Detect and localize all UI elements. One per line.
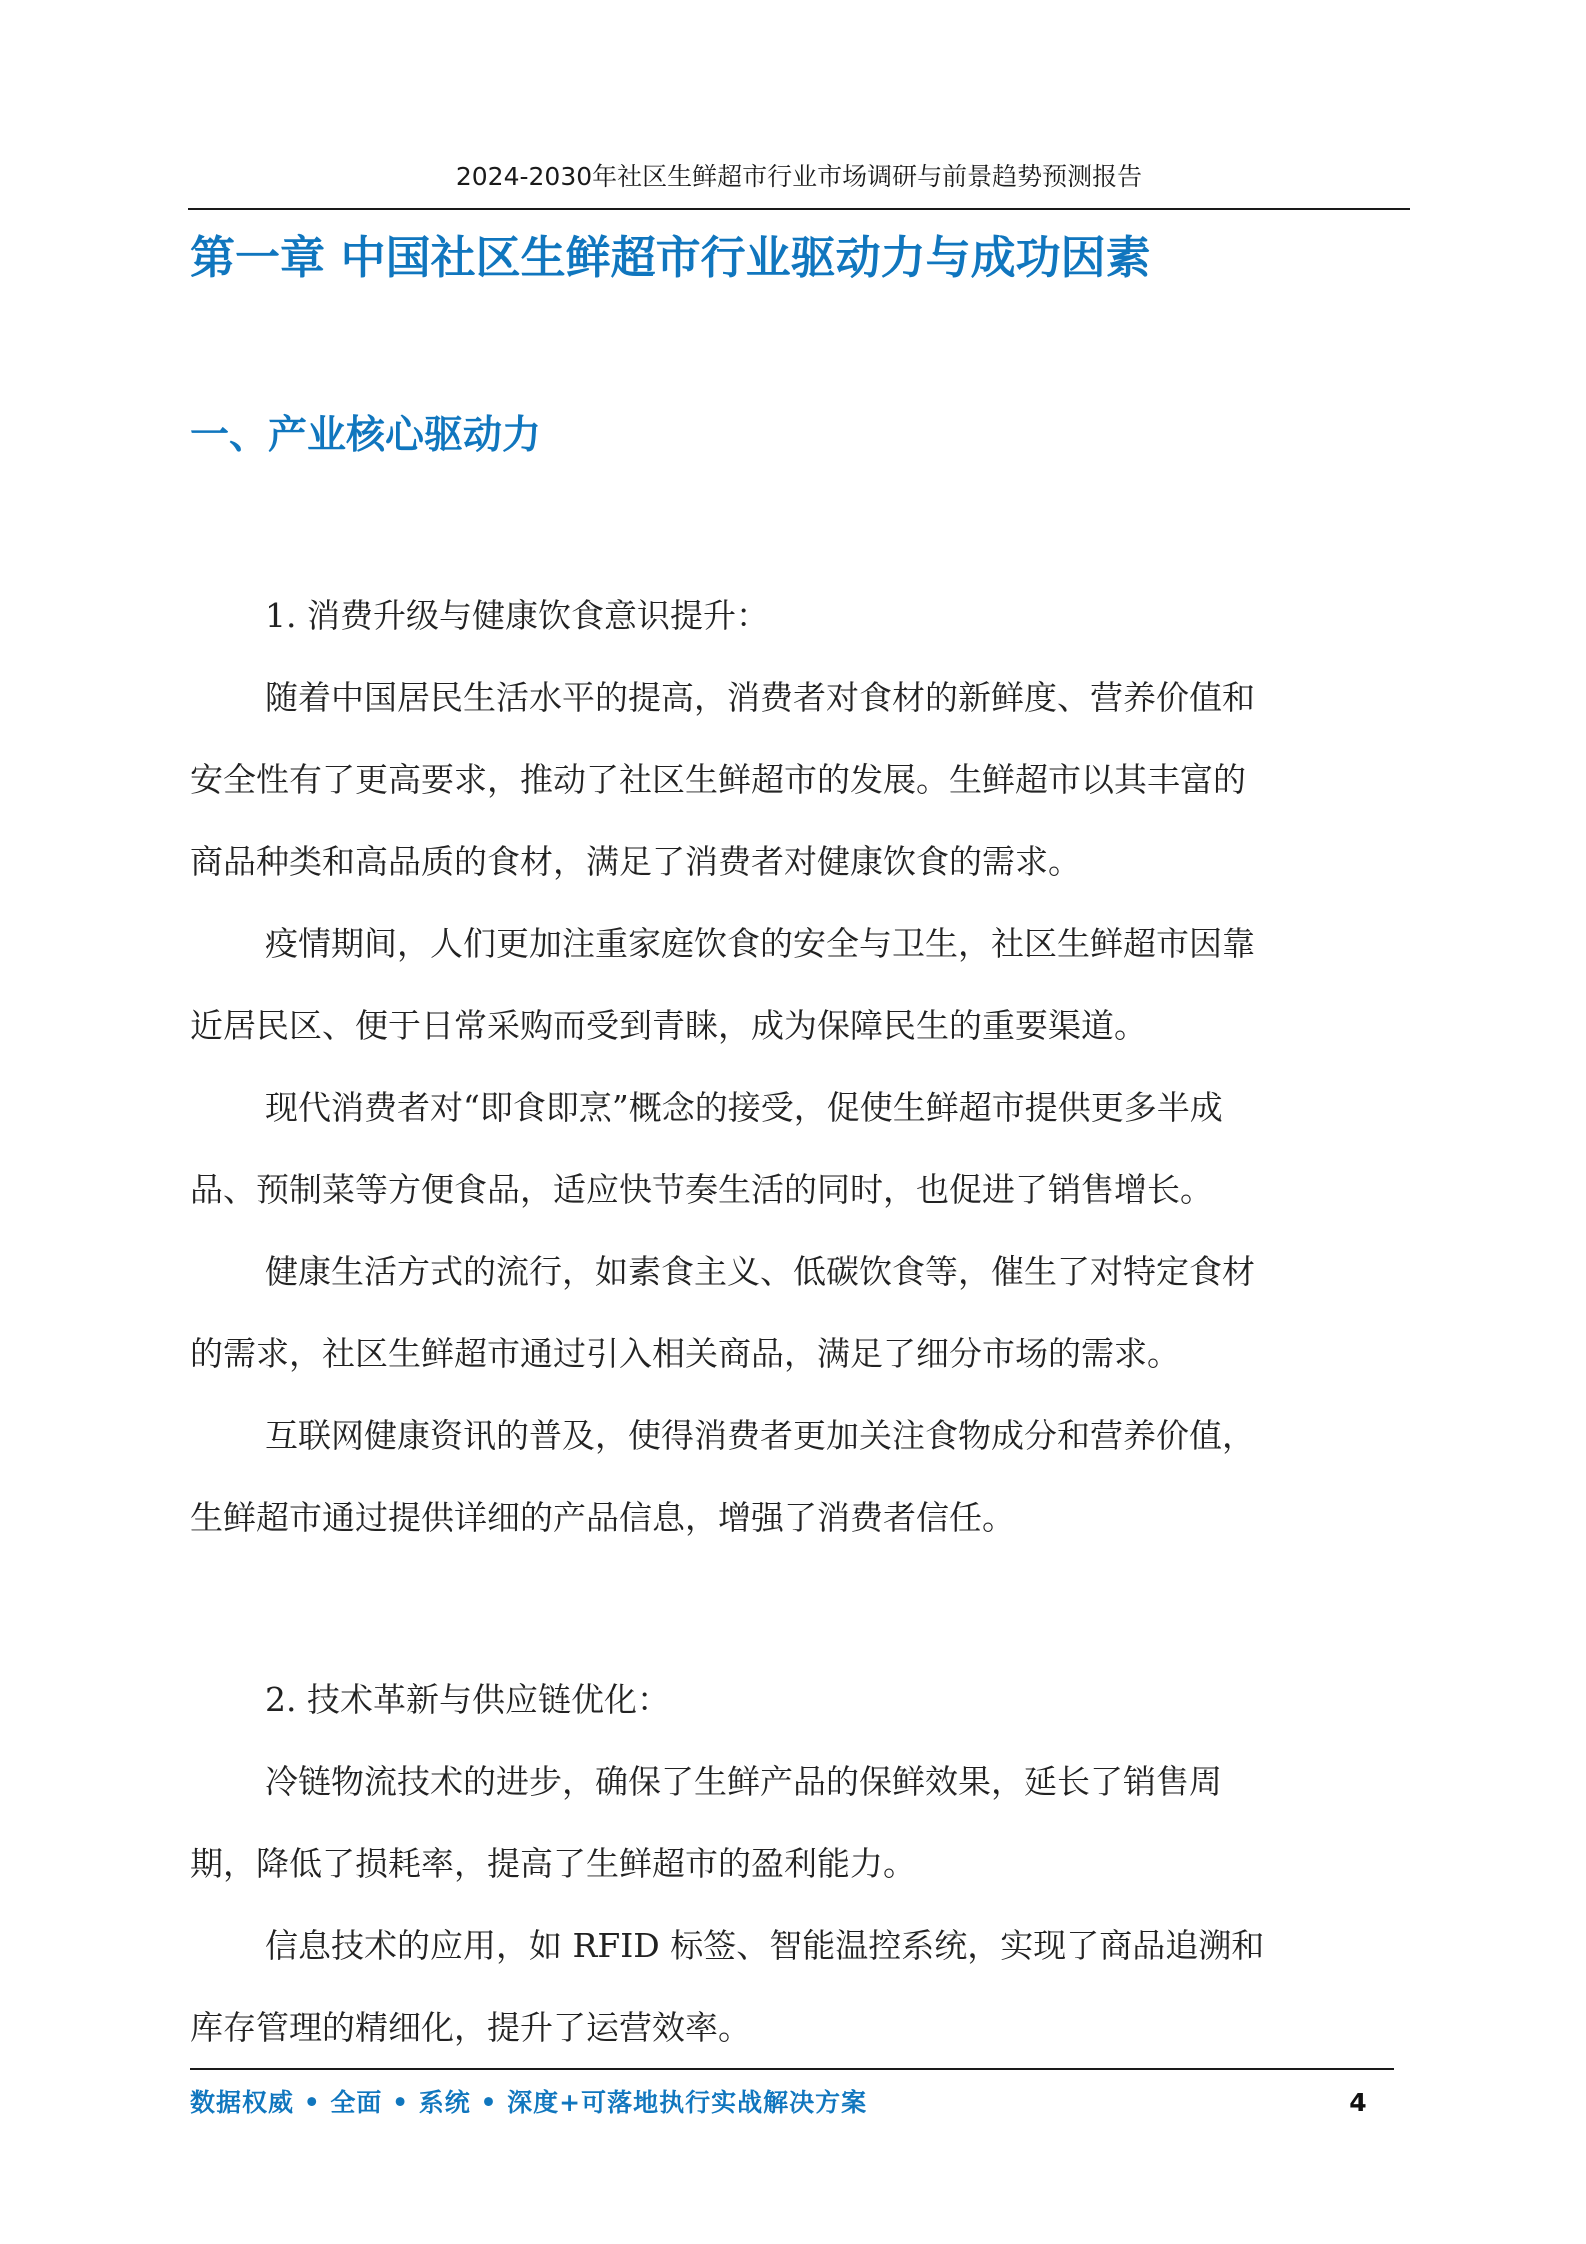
paragraph-line: 互联网健康资讯的普及，使得消费者更加关注食物成分和营养价值， xyxy=(265,1416,1255,1455)
paragraph-line: 库存管理的精细化，提升了运营效率。 xyxy=(190,2008,751,2047)
footer-rule xyxy=(190,2068,1394,2070)
paragraph-line: 健康生活方式的流行，如素食主义、低碳饮食等，催生了对特定食材 xyxy=(265,1252,1255,1291)
chapter-title: 第一章 中国社区生鲜超市行业驱动力与成功因素 xyxy=(190,231,1151,284)
paragraph-line: 品、预制菜等方便食品，适应快节奏生活的同时，也促进了销售增长。 xyxy=(190,1170,1213,1209)
paragraph-line: 现代消费者对“即食即烹”概念的接受，促使生鲜超市提供更多半成 xyxy=(265,1088,1223,1127)
paragraph-line: 期，降低了损耗率，提高了生鲜超市的盈利能力。 xyxy=(190,1844,916,1883)
section-title: 一、产业核心驱动力 xyxy=(190,413,542,458)
item-heading-2: 2. 技术革新与供应链优化： xyxy=(265,1680,670,1719)
paragraph-line: 商品种类和高品质的食材，满足了消费者对健康饮食的需求。 xyxy=(190,842,1081,881)
paragraph-line: 近居民区、便于日常采购而受到青睐，成为保障民生的重要渠道。 xyxy=(190,1006,1147,1045)
item-heading-1: 1. 消费升级与健康饮食意识提升： xyxy=(265,596,769,635)
paragraph-line: 疫情期间，人们更加注重家庭饮食的安全与卫生，社区生鲜超市因靠 xyxy=(265,924,1255,963)
header-rule xyxy=(188,208,1410,210)
paragraph-line: 冷链物流技术的进步，确保了生鲜产品的保鲜效果，延长了销售周 xyxy=(265,1762,1222,1801)
paragraph-line: 随着中国居民生活水平的提高，消费者对食材的新鲜度、营养价值和 xyxy=(265,678,1255,717)
footer-slogan: 数据权威 • 全面 • 系统 • 深度+可落地执行实战解决方案 xyxy=(190,2088,868,2117)
paragraph-line: 的需求，社区生鲜超市通过引入相关商品，满足了细分市场的需求。 xyxy=(190,1334,1180,1373)
paragraph-line: 信息技术的应用，如 RFID 标签、智能温控系统，实现了商品追溯和 xyxy=(265,1926,1265,1965)
page-number: 4 xyxy=(1349,2088,1367,2117)
running-header-title: 2024-2030年社区生鲜超市行业市场调研与前景趋势预测报告 xyxy=(455,162,1143,191)
paragraph-line: 安全性有了更高要求，推动了社区生鲜超市的发展。生鲜超市以其丰富的 xyxy=(190,760,1246,799)
paragraph-line: 生鲜超市通过提供详细的产品信息，增强了消费者信任。 xyxy=(190,1498,1015,1537)
